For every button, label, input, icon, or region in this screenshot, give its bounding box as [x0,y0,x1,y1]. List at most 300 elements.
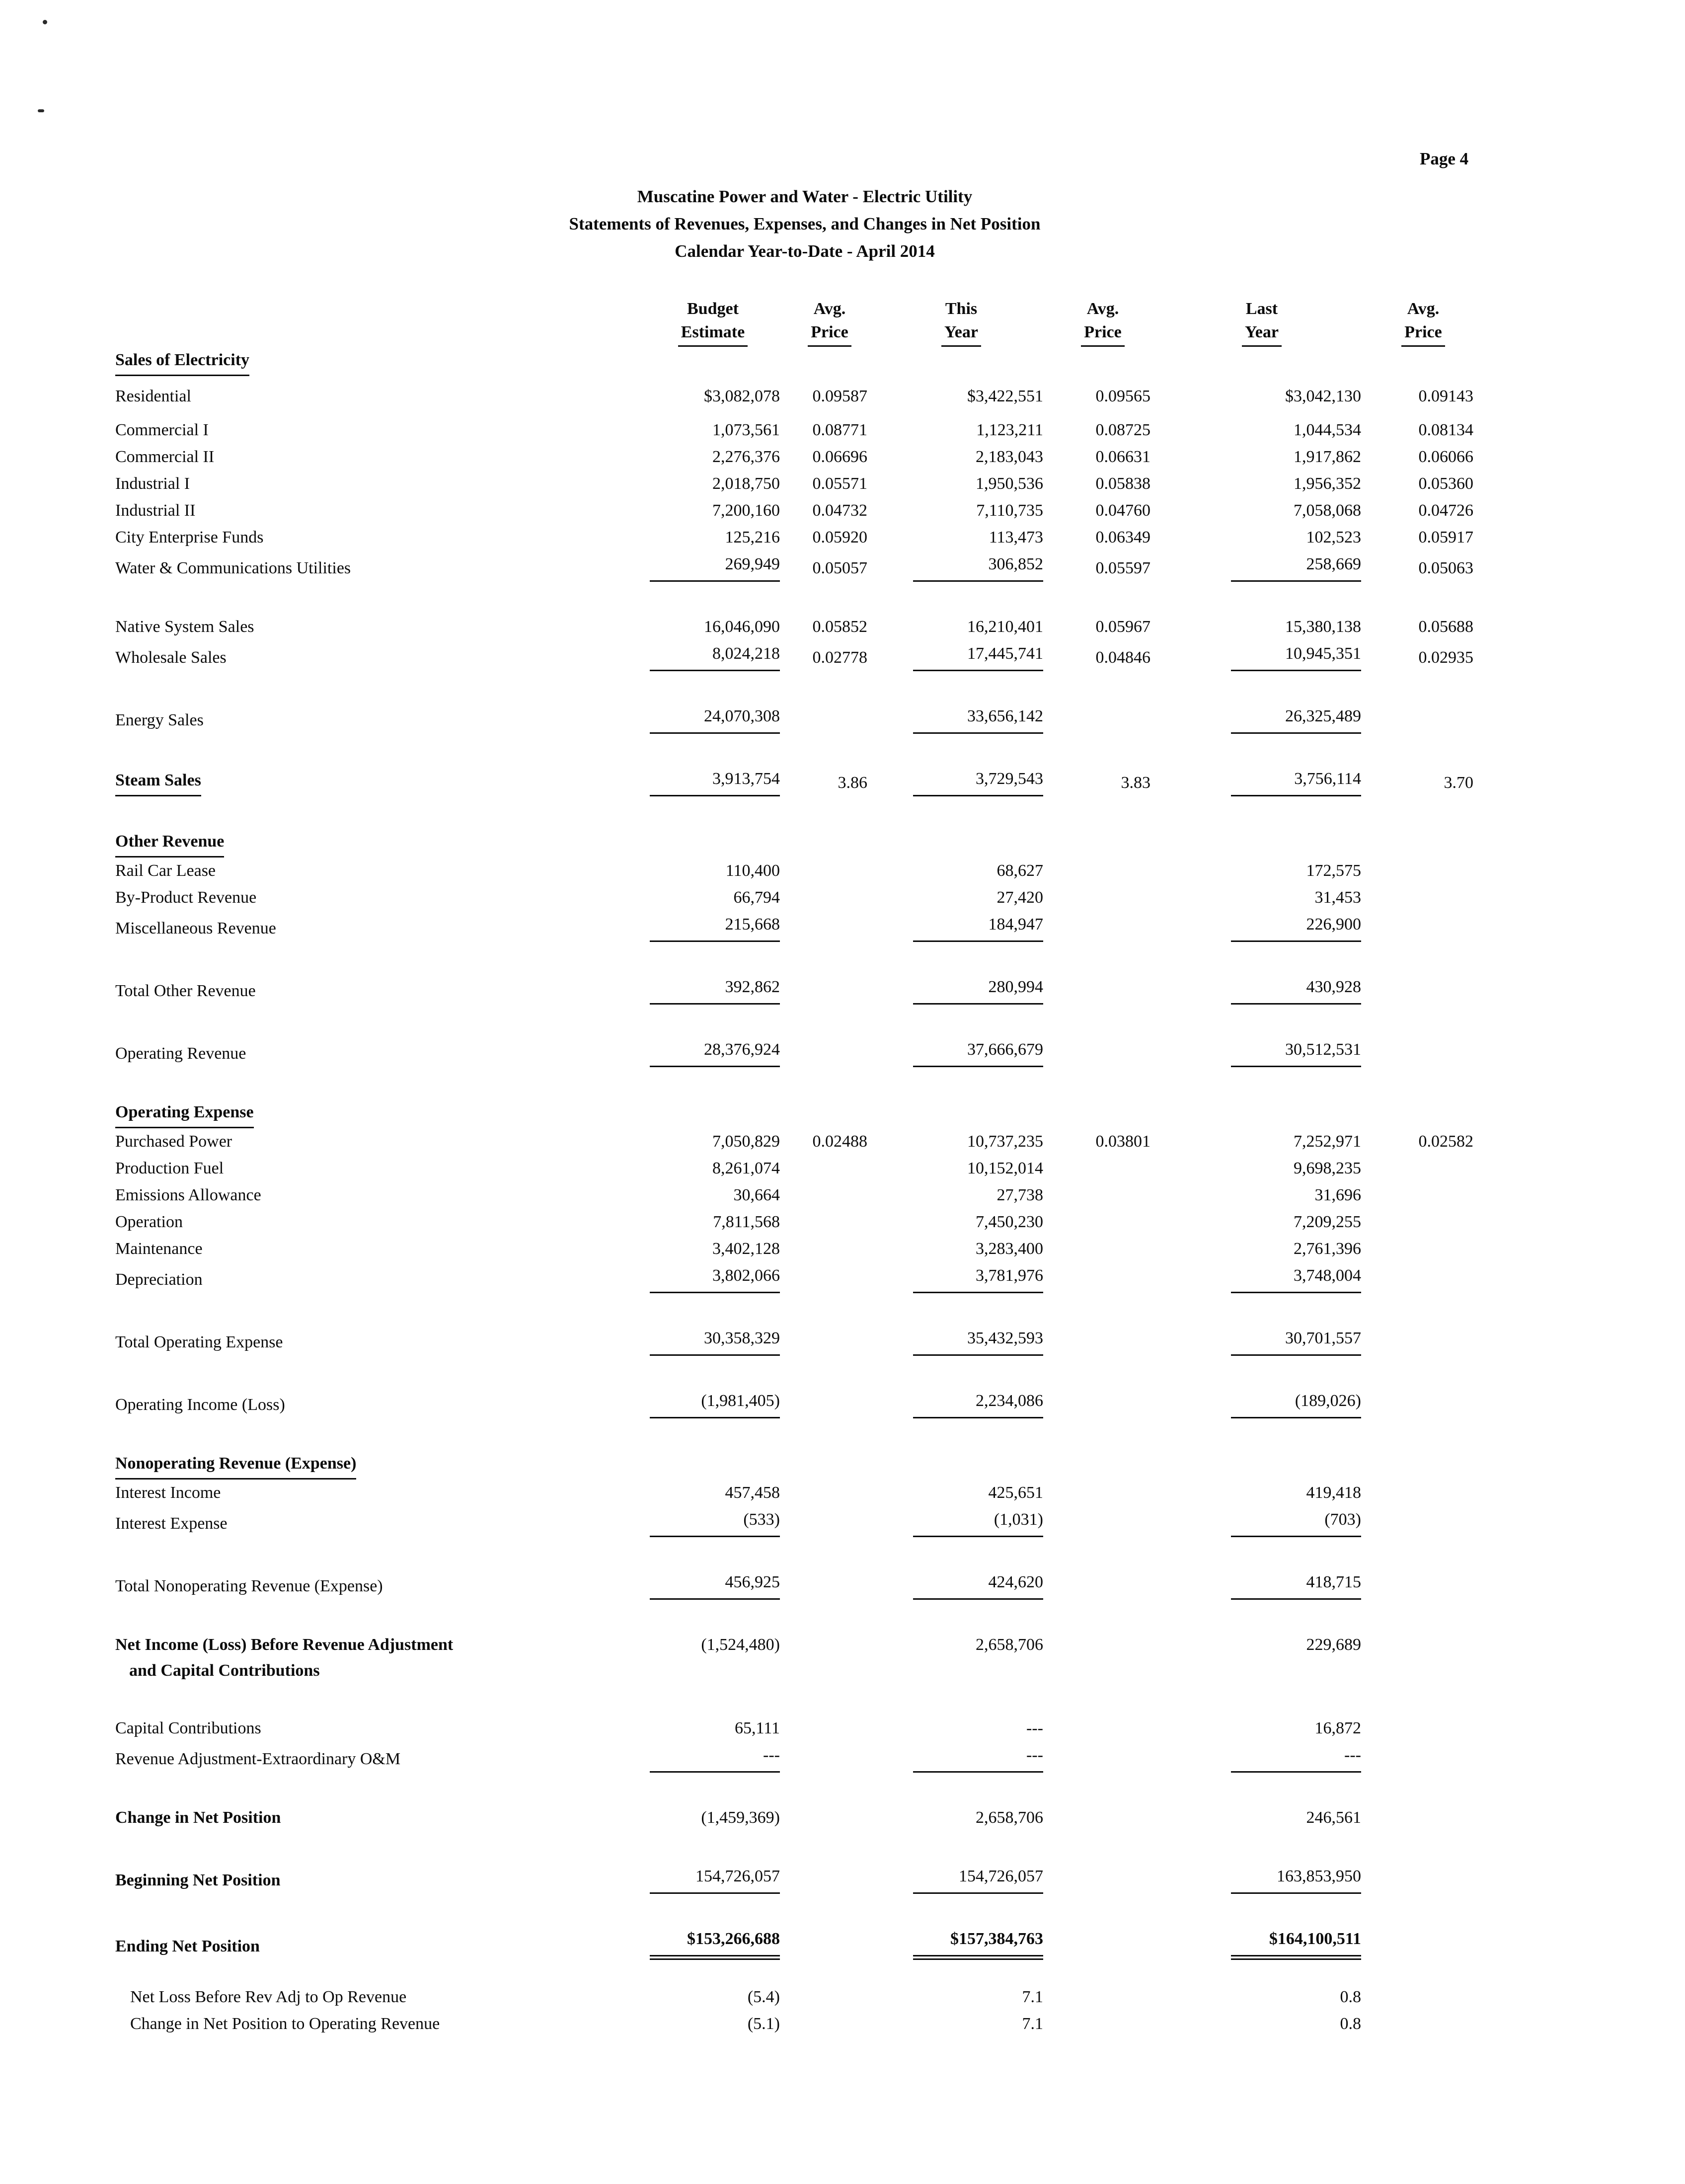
amount-cell [1157,1356,1366,1418]
avg-price-cell [785,410,874,444]
cell-value: 7,252,971 [1294,1132,1361,1151]
cell-value: 10,152,014 [967,1159,1043,1177]
row-label: Total Other Revenue [115,982,256,1000]
cell-value: 0.05063 [1418,559,1473,577]
avg-price-cell [1048,734,1157,796]
avg-price-cell [1366,1600,1480,1683]
row-label: Residential [115,387,191,405]
cell-value: 24,070,308 [650,703,780,734]
avg-price-cell [1048,1480,1157,1506]
avg-price-cell [785,470,874,497]
table-row [115,1236,1480,1262]
avg-price-cell [785,640,874,671]
cell-value: 0.04760 [1095,501,1150,520]
avg-price-cell [1366,640,1480,671]
amount-cell [641,671,785,734]
cell-value: 7,450,230 [976,1213,1043,1231]
cell-value: 0.06349 [1095,528,1150,546]
cell-value: 0.09587 [812,387,867,405]
avg-price-cell [785,376,874,410]
avg-price-cell [1048,1155,1157,1182]
table-row [115,1209,1480,1236]
avg-price-cell [785,858,874,884]
avg-price-cell [1366,796,1480,858]
amount-cell [874,1537,1048,1600]
table-row [115,911,1480,942]
avg-price-cell [1048,1506,1157,1537]
table-body [115,347,1480,2037]
table-row [115,1067,1480,1128]
amount-cell [641,1356,785,1418]
cell-value: 0.02778 [812,648,867,667]
cell-value: 0.05838 [1095,474,1150,493]
table-row [115,1356,1480,1418]
avg-price-cell [785,1128,874,1155]
cell-value: 154,726,057 [913,1863,1043,1894]
report-period-title: Calendar Year-to-Date - April 2014 [675,241,935,261]
avg-price-cell [1048,1894,1157,1960]
cell-value: 154,726,057 [650,1863,780,1894]
amount-cell [1157,1236,1366,1262]
cell-value: 31,453 [1314,888,1361,907]
report-statement-title: Statements of Revenues, Expenses, and Changes in Net Position [569,214,1041,234]
scan-artifact-dash [38,109,44,112]
cell-value: 7,110,735 [976,501,1043,520]
table-row [115,582,1480,640]
column-header-top: Avg. [1407,300,1440,318]
table-row [115,1418,1480,1480]
avg-price-cell [1048,671,1157,734]
cell-value: 226,900 [1231,911,1361,942]
amount-cell [874,1155,1048,1182]
cell-value: 2,183,043 [976,448,1043,466]
amount-cell [641,1742,785,1773]
amount-cell [641,911,785,942]
avg-price-cell [1366,582,1480,640]
cell-value: 0.05571 [812,474,867,493]
table-row [115,1480,1480,1506]
avg-price-cell [785,1293,874,1356]
cell-value: 163,853,950 [1231,1863,1361,1894]
cell-value: (1,031) [913,1506,1043,1537]
cell-value: 0.05057 [812,559,867,577]
avg-price-cell [785,1005,874,1067]
avg-price-cell [1366,551,1480,582]
amount-cell [641,1262,785,1293]
cell-value: 269,949 [650,551,780,582]
amount-cell [1157,1262,1366,1293]
cell-value: 425,651 [988,1483,1043,1502]
amount-cell [641,524,785,551]
cell-value: (703) [1231,1506,1361,1537]
amount-cell [1157,640,1366,671]
column-header-underline: Year [1242,320,1282,347]
table-row [115,347,1480,376]
amount-cell [641,2011,785,2037]
avg-price-cell [1048,1262,1157,1293]
avg-price-cell [1366,1418,1480,1480]
column-header-bottom [874,320,1048,347]
amount-cell [1157,911,1366,942]
avg-price-cell [1048,942,1157,1005]
column-header-top: This [945,300,978,318]
avg-price-cell [1048,582,1157,640]
cell-value: 0.06066 [1418,448,1473,466]
cell-value: 125,216 [725,528,780,546]
amount-cell [641,1894,785,1960]
amount-cell [641,1480,785,1506]
table-row [115,1742,1480,1773]
cell-value: 28,376,924 [650,1036,780,1067]
cell-value: (1,524,480) [701,1636,780,1654]
section-heading: Operating Expense [115,1099,254,1128]
amount-cell [1157,376,1366,410]
amount-cell [874,410,1048,444]
cell-value: 184,947 [913,911,1043,942]
financial-statement-table [115,297,1480,2037]
amount-cell [874,1742,1048,1773]
cell-value: 0.08771 [812,421,867,439]
column-header-bottom [641,320,785,347]
avg-price-cell [1048,551,1157,582]
cell-value: 430,928 [1231,974,1361,1005]
amount-cell [874,347,1048,376]
row-label: Purchased Power [115,1132,232,1151]
amount-cell [874,1894,1048,1960]
avg-price-cell [1366,884,1480,911]
amount-cell [874,551,1048,582]
cell-value: 68,627 [996,861,1043,880]
row-label: Total Operating Expense [115,1333,283,1351]
amount-cell [874,884,1048,911]
cell-value: 258,669 [1231,551,1361,582]
section-heading: Nonoperating Revenue (Expense) [115,1450,356,1480]
avg-price-cell [1366,858,1480,884]
cell-value: 3.70 [1444,774,1473,792]
cell-value: (5.4) [747,1988,780,2006]
row-label [115,796,641,858]
cell-value: 10,737,235 [967,1132,1043,1151]
amount-cell [641,884,785,911]
table-row [115,376,1480,410]
table-row [115,1128,1480,1155]
table-row [115,1293,1480,1356]
cell-value: 1,123,211 [976,421,1043,439]
row-label: Net Loss Before Rev Adj to Op Revenue [130,1988,407,2006]
amount-cell [874,582,1048,640]
amount-cell [641,376,785,410]
table-row [115,410,1480,444]
amount-cell [1157,1537,1366,1600]
amount-cell [874,942,1048,1005]
row-label: Beginning Net Position [115,1871,281,1889]
avg-price-cell [785,1506,874,1537]
amount-cell [641,347,785,376]
row-label [115,1067,641,1128]
amount-cell [874,796,1048,858]
amount-cell [1157,734,1366,796]
cell-value: 0.02935 [1418,648,1473,667]
amount-cell [874,1600,1048,1683]
avg-price-cell [1048,1742,1157,1773]
report-title-block [119,183,1490,265]
amount-cell [874,1262,1048,1293]
avg-price-cell [1048,470,1157,497]
amount-cell [874,524,1048,551]
page-number: Page 4 [1420,149,1469,168]
amount-cell [1157,551,1366,582]
avg-price-cell [785,1480,874,1506]
header-row-line2 [115,320,1480,347]
column-header-bottom [1157,320,1366,347]
column-header-underline: Price [1081,320,1125,347]
amount-cell [641,796,785,858]
row-label: Industrial II [115,501,196,520]
avg-price-cell [1048,640,1157,671]
amount-cell [641,1293,785,1356]
avg-price-cell [785,551,874,582]
cell-value: 30,358,329 [650,1325,780,1356]
avg-price-cell [785,497,874,524]
cell-value: 3,781,976 [913,1262,1043,1293]
amount-cell [641,1683,785,1742]
cell-value: 7,209,255 [1294,1213,1361,1231]
row-label: Production Fuel [115,1159,224,1177]
avg-price-cell [785,1894,874,1960]
row-label [115,734,641,796]
avg-price-cell [1048,1067,1157,1128]
cell-value: 37,666,679 [913,1036,1043,1067]
row-label: Maintenance [115,1240,203,1258]
amount-cell [874,1209,1048,1236]
amount-cell [1157,1742,1366,1773]
row-label: Total Nonoperating Revenue (Expense) [115,1577,383,1595]
cell-value: 0.09565 [1095,387,1150,405]
amount-cell [641,444,785,470]
amount-cell [641,1600,785,1683]
amount-cell [641,1506,785,1537]
amount-cell [874,1480,1048,1506]
avg-price-cell [1048,1209,1157,1236]
cell-value: 66,794 [733,888,780,907]
avg-price-cell [785,671,874,734]
avg-price-cell [1366,1128,1480,1155]
cell-value: 2,276,376 [712,448,780,466]
table-row [115,671,1480,734]
amount-cell [1157,1209,1366,1236]
amount-cell [1157,1480,1366,1506]
amount-cell [1157,1182,1366,1209]
avg-price-cell [1366,444,1480,470]
cell-value: 419,418 [1306,1483,1361,1502]
cell-value: 3.83 [1121,774,1150,792]
cell-value: 0.08725 [1095,421,1150,439]
cell-value: 229,689 [1306,1636,1361,1654]
amount-cell [1157,347,1366,376]
table-row [115,444,1480,470]
cell-value: 418,715 [1231,1569,1361,1600]
cell-value: 3,802,066 [650,1262,780,1293]
row-label: Water & Communications Utilities [115,559,351,577]
avg-price-cell [1048,1831,1157,1894]
amount-cell [874,497,1048,524]
column-header-underline: Price [1401,320,1445,347]
amount-cell [874,1418,1048,1480]
cell-value: 2,761,396 [1294,1240,1361,1258]
table-row [115,942,1480,1005]
cell-value: 1,044,534 [1294,421,1361,439]
avg-price-cell [785,1773,874,1831]
column-header-bottom [1366,320,1480,347]
amount-cell [641,1067,785,1128]
cell-value: 7,050,829 [712,1132,780,1151]
cell-value: 9,698,235 [1294,1159,1361,1177]
avg-price-cell [785,1418,874,1480]
avg-price-cell [1366,497,1480,524]
amount-cell [874,734,1048,796]
avg-price-cell [1366,1537,1480,1600]
cell-value: 8,024,218 [650,640,780,671]
cell-value: 0.02488 [812,1132,867,1151]
cell-value: 0.09143 [1418,387,1473,405]
table-row [115,884,1480,911]
amount-cell [1157,1960,1366,2011]
column-header-top: Avg. [813,300,846,318]
avg-price-cell [1366,734,1480,796]
row-label: Change in Net Position to Operating Revenue [130,2015,440,2033]
cell-value: 0.08134 [1418,421,1473,439]
amount-cell [641,1831,785,1894]
amount-cell [874,1683,1048,1742]
amount-cell [641,1209,785,1236]
avg-price-cell [1048,884,1157,911]
amount-cell [1157,1894,1366,1960]
avg-price-cell [785,1600,874,1683]
avg-price-cell [1366,1236,1480,1262]
cell-value: $157,384,763 [913,1926,1043,1960]
avg-price-cell [785,1356,874,1418]
cell-value: 16,872 [1314,1719,1361,1737]
avg-price-cell [785,884,874,911]
amount-cell [641,640,785,671]
column-header-bottom [785,320,874,347]
avg-price-cell [785,444,874,470]
avg-price-cell [1366,524,1480,551]
cell-value: --- [650,1742,780,1773]
amount-cell [641,551,785,582]
avg-price-cell [785,2011,874,2037]
cell-value: 3,913,754 [650,766,780,796]
cell-value: 7.1 [1022,2015,1043,2033]
amount-cell [641,497,785,524]
amount-cell [874,1356,1048,1418]
avg-price-cell [785,1262,874,1293]
cell-value: 102,523 [1306,528,1361,546]
avg-price-cell [1366,1262,1480,1293]
avg-price-cell [1366,1293,1480,1356]
amount-cell [874,858,1048,884]
avg-price-cell [785,1742,874,1773]
cell-value: 27,420 [996,888,1043,907]
avg-price-cell [1048,497,1157,524]
row-label: Capital Contributions [115,1719,261,1737]
table-row [115,858,1480,884]
row-label: Native System Sales [115,618,254,636]
avg-price-cell [785,1067,874,1128]
avg-price-cell [1048,1236,1157,1262]
avg-price-cell [1048,1600,1157,1683]
row-label: Depreciation [115,1270,203,1289]
avg-price-cell [1366,1155,1480,1182]
cell-value: $153,266,688 [650,1926,780,1960]
cell-value: 2,658,706 [976,1636,1043,1654]
row-label: Commercial II [115,448,215,466]
cell-value: 10,945,351 [1231,640,1361,671]
cell-value: 1,073,561 [712,421,780,439]
column-header-top: Last [1245,300,1278,318]
amount-cell [874,1128,1048,1155]
cell-value: 27,738 [996,1186,1043,1204]
avg-price-cell [1366,1480,1480,1506]
amount-cell [874,1506,1048,1537]
avg-price-cell [1366,1773,1480,1831]
row-label [115,1600,641,1683]
cell-value: 0.05920 [812,528,867,546]
cell-value: --- [1231,1742,1361,1773]
amount-cell [874,1067,1048,1128]
column-header-bottom [1048,320,1157,347]
column-header-underline: Price [808,320,851,347]
cell-value: 110,400 [725,861,780,880]
section-heading: Sales of Electricity [115,347,249,376]
table-row [115,1683,1480,1742]
cell-value: 0.03801 [1095,1132,1150,1151]
column-header-top: Avg. [1086,300,1119,318]
cell-value: 424,620 [913,1569,1043,1600]
cell-value: 3.86 [838,774,867,792]
avg-price-cell [1048,1960,1157,2011]
avg-price-cell [1366,1894,1480,1960]
amount-cell [641,582,785,640]
amount-cell [1157,796,1366,858]
amount-cell [1157,1831,1366,1894]
avg-price-cell [785,524,874,551]
cell-value: $164,100,511 [1231,1926,1361,1960]
cell-value: 215,668 [650,911,780,942]
avg-price-cell [1048,1683,1157,1742]
cell-value: 2,234,086 [913,1388,1043,1418]
amount-cell [874,1960,1048,2011]
avg-price-cell [1048,1773,1157,1831]
cell-value: 392,862 [650,974,780,1005]
cell-value: 7,058,068 [1294,501,1361,520]
table-row [115,1262,1480,1293]
avg-price-cell [1366,376,1480,410]
cell-value: 30,664 [733,1186,780,1204]
cell-value: 456,925 [650,1569,780,1600]
amount-cell [1157,942,1366,1005]
cell-value: 7,200,160 [712,501,780,520]
avg-price-cell [1366,1209,1480,1236]
amount-cell [1157,1155,1366,1182]
row-label: Operation [115,1213,183,1231]
row-label: Operating Income (Loss) [115,1396,285,1414]
amount-cell [874,1236,1048,1262]
cell-value: (1,981,405) [650,1388,780,1418]
amount-cell [874,470,1048,497]
amount-cell [1157,410,1366,444]
amount-cell [1157,444,1366,470]
